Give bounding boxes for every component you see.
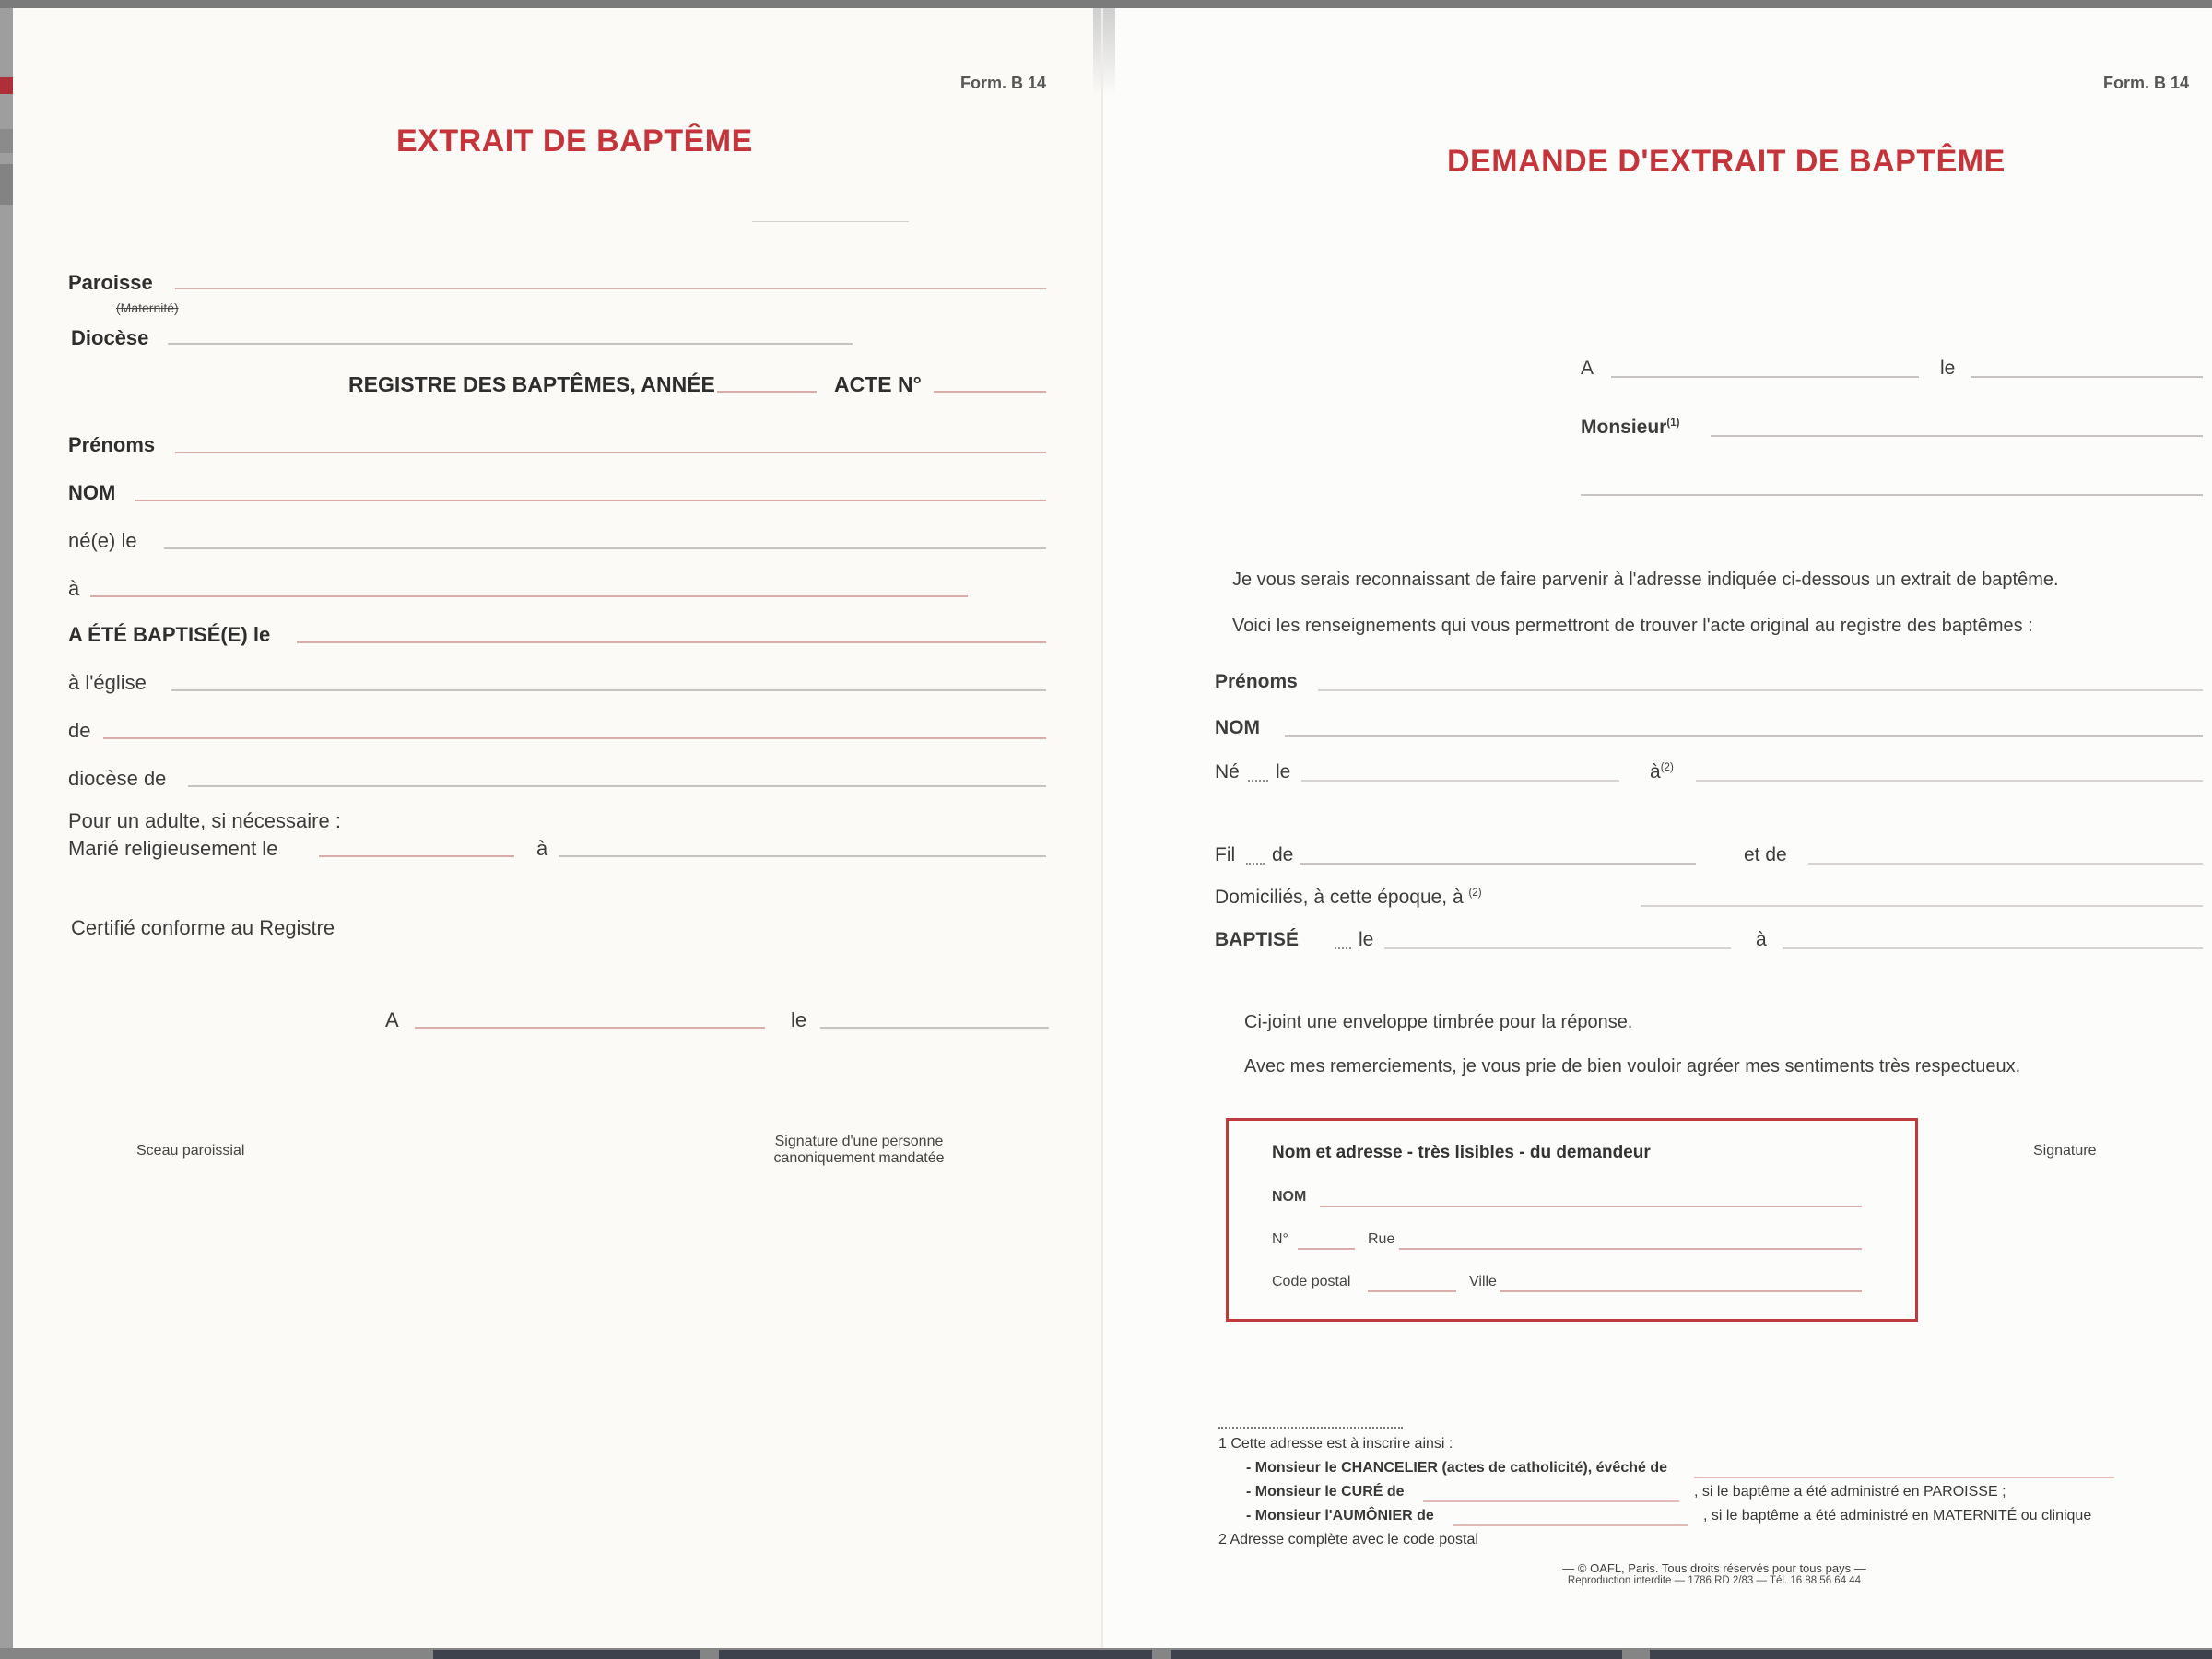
lieu-le-line-left — [820, 1027, 1049, 1029]
diocese-de-label: diocèse de — [68, 767, 167, 790]
certifie-label: Certifié conforme au Registre — [71, 916, 335, 939]
request-paragraph-1: Je vous serais reconnaissant de faire parvenir à l'adresse indiquée ci-dessous un extrait de baptême. — [1232, 570, 2059, 590]
ne-lieu-line — [1696, 780, 2203, 782]
ne-le-label-right: le — [1276, 761, 1291, 782]
a-label-left: à — [68, 577, 80, 600]
left-page-title: EXTRAIT DE BAPTÊME — [396, 124, 753, 159]
eglise-line — [171, 689, 1046, 691]
lieu-a-label-left: A — [385, 1008, 399, 1031]
marie-lieu-line — [559, 855, 1046, 857]
requester-numero-line — [1298, 1248, 1355, 1250]
right-page-title: DEMANDE D'EXTRAIT DE BAPTÊME — [1447, 144, 2006, 179]
right-page-sheet — [1102, 8, 2212, 1648]
nom-line-right — [1285, 735, 2203, 737]
scan-top-edge — [0, 0, 2212, 8]
page-seam-line — [1101, 8, 1103, 1648]
ne-le-line — [164, 547, 1046, 549]
maternite-note: (Maternité) — [116, 300, 179, 315]
requester-code-postal-label: Code postal — [1272, 1274, 1351, 1289]
acte-label: ACTE N° — [834, 372, 922, 396]
signature-caption-line2: canoniquement mandatée — [773, 1150, 945, 1166]
remerciements-sentence: Avec mes remerciements, je vous prie de bien vouloir agréer mes sentiments très respectueux. — [1244, 1056, 2021, 1077]
lieu-le-label-left: le — [791, 1008, 807, 1031]
footnote-1c-label: - Monsieur l'AUMÔNIER de — [1246, 1508, 1434, 1524]
diocese-label: Diocèse — [71, 326, 149, 349]
ne-a-text: à — [1650, 761, 1661, 782]
form-reference-left: Form. B 14 — [960, 74, 1047, 92]
acte-line — [934, 391, 1046, 393]
lieu-a-label-right: A — [1581, 358, 1594, 379]
et-de-label: et de — [1744, 844, 1787, 865]
baptise-lieu-line — [1783, 947, 2203, 949]
monsieur-label — [1581, 417, 1679, 439]
ne-date-line — [1301, 780, 1619, 782]
eglise-label: à l'église — [68, 671, 147, 694]
copyright-block — [1502, 1561, 1926, 1586]
fil-gap-line — [1246, 863, 1265, 865]
footnote-1: 1 Cette adresse est à inscrire ainsi : — [1218, 1436, 1453, 1452]
scan-left-edge — [0, 8, 13, 1659]
requester-rue-label: Rue — [1368, 1231, 1395, 1247]
scan-left-red-mark — [0, 77, 14, 94]
requester-numero-label: N° — [1272, 1231, 1288, 1247]
baptise-date-line — [1384, 947, 1731, 949]
footnote-separator — [1218, 1427, 1403, 1429]
scan-left-smudge-2 — [0, 164, 13, 205]
prenoms-line-right — [1318, 689, 2203, 691]
annee-line — [717, 391, 817, 393]
copyright-line2: Reproduction interdite — 1786 RD 2/83 — Tél. 16 88 56 64 44 — [1567, 1575, 1862, 1586]
enveloppe-sentence: Ci-joint une enveloppe timbrée pour la réponse. — [1244, 1012, 1633, 1032]
lieu-le-line-right — [1971, 376, 2203, 378]
lieu-a-line-right — [1611, 376, 1919, 378]
ne-label: Né — [1215, 761, 1240, 782]
domicilies-text: Domiciliés, à cette époque, à — [1215, 887, 1464, 908]
scan-bottom-segment-2 — [719, 1650, 1152, 1659]
ne-a-label — [1650, 761, 1674, 783]
marie-label: Marié religieusement le — [68, 837, 278, 860]
ne-le-label: né(e) le — [68, 529, 137, 552]
fil-label: Fil — [1215, 844, 1236, 865]
footnote-1c-suffix: , si le baptême a été administré en MATERNITÉ ou clinique — [1703, 1508, 2092, 1524]
adulte-note: Pour un adulte, si nécessaire : — [68, 809, 341, 832]
lieu-a-line-left — [415, 1027, 765, 1029]
fil-de-label: de — [1272, 844, 1294, 865]
baptise-line-left — [297, 641, 1046, 643]
footnote-1b-line — [1423, 1500, 1679, 1502]
marie-a-label: à — [536, 837, 548, 860]
footnote-1c-line — [1453, 1524, 1688, 1526]
marie-date-line — [319, 855, 514, 857]
ne-gap-line — [1248, 780, 1268, 782]
requester-nom-line — [1320, 1206, 1862, 1207]
requester-ville-label: Ville — [1469, 1274, 1497, 1289]
sceau-label: Sceau paroissial — [136, 1143, 245, 1159]
footnote-1b-label: - Monsieur le CURÉ de — [1246, 1484, 1405, 1500]
requester-code-postal-line — [1368, 1290, 1456, 1292]
de-line-left — [103, 737, 1046, 739]
monsieur-text: Monsieur — [1581, 417, 1667, 438]
decorative-line — [752, 221, 909, 222]
signature-label-right: Signature — [2033, 1143, 2097, 1159]
footnote-1b-suffix: , si le baptême a été administré en PAROISSE ; — [1694, 1484, 2006, 1500]
diocese-line — [168, 343, 853, 345]
baptise-gap-line — [1335, 947, 1351, 949]
nom-line-left — [135, 500, 1046, 501]
a-line-left — [90, 595, 968, 597]
copyright-line1: — © OAFL, Paris. Tous droits réservés pour tous pays — — [1562, 1561, 1866, 1575]
pere-line — [1300, 863, 1696, 865]
scan-bottom-segment-3 — [1171, 1650, 1622, 1659]
requester-box-heading: Nom et adresse - très lisibles - du demandeur — [1272, 1143, 1651, 1162]
diocese-de-line — [188, 785, 1046, 787]
domicilies-footnote-ref: (2) — [1468, 888, 1482, 899]
nom-label-left: NOM — [68, 481, 116, 504]
ne-a-footnote-ref: (2) — [1660, 762, 1674, 773]
baptise-le-label: le — [1359, 929, 1374, 950]
baptise-a-label: à — [1756, 929, 1767, 950]
baptise-label-right: BAPTISÉ — [1215, 929, 1300, 950]
nom-label-right: NOM — [1215, 717, 1260, 738]
scan-bottom-segment-4 — [1650, 1650, 2212, 1659]
scan-bottom-segment-1 — [433, 1650, 700, 1659]
footnote-1a-label: - Monsieur le CHANCELIER (actes de catholicité), évêché de — [1246, 1460, 1668, 1476]
paroisse-line — [175, 288, 1046, 289]
form-reference-right: Form. B 14 — [2103, 74, 2190, 92]
lieu-le-label-right: le — [1940, 358, 1956, 379]
monsieur-line — [1711, 435, 2203, 437]
signature-caption-line1: Signature d'une personne — [774, 1134, 944, 1149]
requester-ville-line — [1500, 1290, 1862, 1292]
monsieur-line-2 — [1581, 494, 2203, 496]
prenoms-label-right: Prénoms — [1215, 671, 1298, 692]
page-seam — [1093, 8, 1115, 96]
requester-rue-line — [1399, 1248, 1862, 1250]
monsieur-footnote-ref: (1) — [1666, 418, 1680, 429]
scan-left-smudge-1 — [0, 129, 13, 153]
signature-caption — [748, 1134, 970, 1167]
domicilies-line — [1641, 905, 2203, 907]
domicilies-label — [1215, 887, 1482, 909]
mere-line — [1808, 863, 2203, 865]
footnote-2: 2 Adresse complète avec le code postal — [1218, 1532, 1478, 1547]
request-paragraph-2: Voici les renseignements qui vous permettront de trouver l'acte original au registre des baptêmes : — [1232, 616, 2033, 636]
paroisse-label: Paroisse — [68, 271, 153, 294]
requester-nom-label: NOM — [1272, 1189, 1307, 1205]
prenoms-line-left — [175, 452, 1046, 453]
registre-label: REGISTRE DES BAPTÊMES, ANNÉE — [348, 372, 715, 396]
prenoms-label-left: Prénoms — [68, 433, 156, 456]
de-label-left: de — [68, 719, 91, 742]
baptise-label-left: A ÉTÉ BAPTISÉ(E) le — [68, 623, 271, 646]
footnote-1a-line — [1694, 1477, 2114, 1478]
